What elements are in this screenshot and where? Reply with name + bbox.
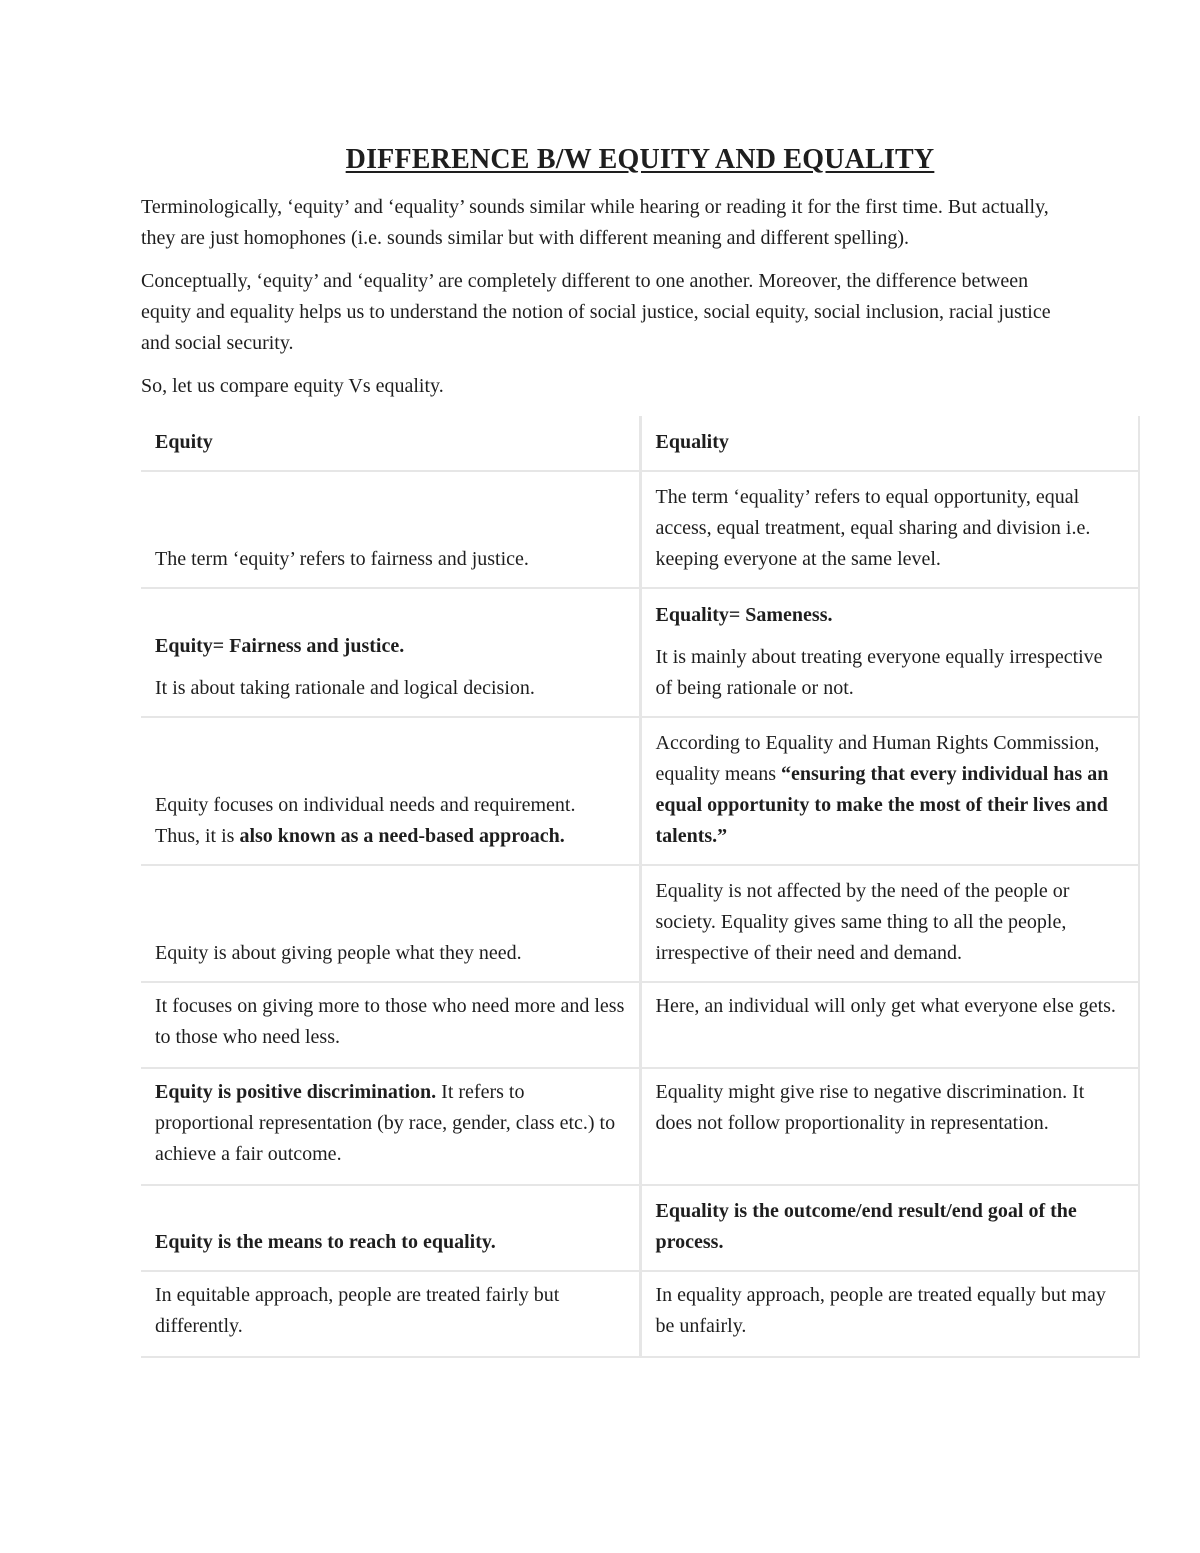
document-title: DIFFERENCE B/W EQUITY AND EQUALITY xyxy=(345,144,935,175)
header-equity: Equity xyxy=(141,416,640,471)
cell-equity: Equity focuses on individual needs and requirement. Thus, it is also known as a need-based approach. xyxy=(141,717,640,865)
cell-equality: In equality approach, people are treated equally but may be unfairly. xyxy=(640,1271,1139,1357)
cell-equality: According to Equality and Human Rights Commission, equality means “ensuring that every individual has an equal opportunity to make the most of their lives and talents.” xyxy=(640,717,1139,865)
table-row xyxy=(141,471,1139,588)
cell-equality: Here, an individual will only get what everyone else gets. xyxy=(640,982,1139,1068)
comparison-table xyxy=(141,416,1140,1358)
cell-equity: The term ‘equity’ refers to fairness and justice. xyxy=(141,471,640,588)
table-row xyxy=(141,1068,1139,1185)
cell-equality: Equality is the outcome/end result/end goal of the process. xyxy=(640,1185,1139,1271)
cell-equity: Equity is the means to reach to equality. xyxy=(141,1185,640,1271)
cell-equality: Equality might give rise to negative discrimination. It does not follow proportionality in representation. xyxy=(640,1068,1139,1185)
cell-equity: In equitable approach, people are treated fairly but differently. xyxy=(141,1271,640,1357)
cell-equity: It focuses on giving more to those who need more and less to those who need less. xyxy=(141,982,640,1068)
header-equality: Equality xyxy=(640,416,1139,471)
cell-equity: Equity is about giving people what they need. xyxy=(141,865,640,982)
cell-equity: Equity= Fairness and justice. It is about taking rationale and logical decision. xyxy=(141,588,640,717)
intro-paragraph-concept: Conceptually, ‘equity’ and ‘equality’ are completely different to one another. Moreover, the difference between equity and equality helps us to understand the notion of social justice, social equity, social inclusion, racial justice and social security. xyxy=(141,270,1051,354)
intro-paragraph-compare: So, let us compare equity Vs equality. xyxy=(141,375,444,397)
table-row xyxy=(141,982,1139,1068)
intro-paragraph-terminology: Terminologically, ‘equity’ and ‘equality’ sounds similar while hearing or reading it for the first time. But actually, they are just homophones (i.e. sounds similar but with different meaning and different spelling). xyxy=(141,196,1049,249)
cell-equity: Equity is positive discrimination. It refers to proportional representation (by race, gender, class etc.) to achieve a fair outcome. xyxy=(141,1068,640,1185)
cell-equality: Equality= Sameness. It is mainly about treating everyone equally irrespective of being rationale or not. xyxy=(640,588,1139,717)
document-page xyxy=(141,142,1139,1358)
table-header-row xyxy=(141,416,1139,471)
cell-equality: The term ‘equality’ refers to equal opportunity, equal access, equal treatment, equal sharing and division i.e. keeping everyone at the same level. xyxy=(640,471,1139,588)
table-row xyxy=(141,1271,1139,1357)
cell-equality: Equality is not affected by the need of the people or society. Equality gives same thing to all the people, irrespective of their need and demand. xyxy=(640,865,1139,982)
table-row xyxy=(141,588,1139,717)
table-row xyxy=(141,717,1139,865)
table-row xyxy=(141,1185,1139,1271)
table-row xyxy=(141,865,1139,982)
